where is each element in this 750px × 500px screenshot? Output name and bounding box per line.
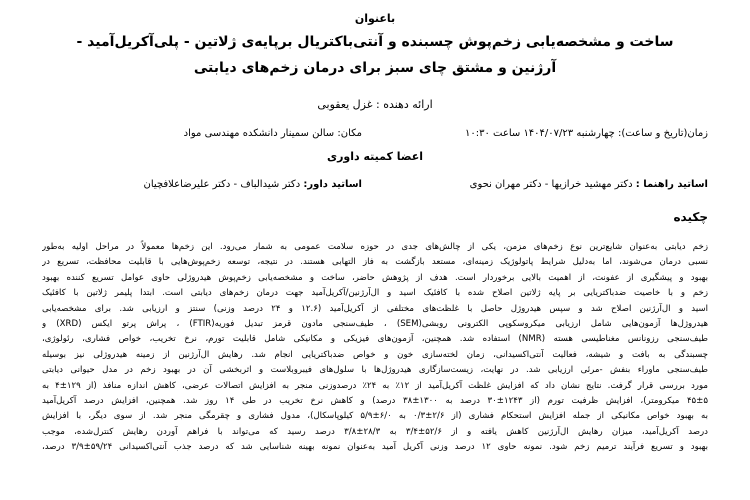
advisors [470,179,708,190]
abstract-line: هیدروژل‌ها آزمون‌هایی شامل ارزیابی میکروسکوپی الکترونی روبشی(SEM) ، طیف‌سنجی مادون قرمز تبدیل فوریه(FTIR) ، پراش پرتو ایکس (XRD) و [42,319,708,330]
presenter: ارائه دهنده : غزل یعقوبی [317,98,433,111]
abstract-line: طیف‌سنجی ماوراء بنفش -مرئی ارزیابی شد. در نهایت، زیست‌سازگاری هیدروژل‌ها با سلول‌های فیبروبلاست و اثربخشی آن در بهبود زخم در مدل حیوانی دیابتی [42,365,708,376]
session-datetime: زمان(تاریخ و ساعت): چهارشنبه ۱۴۰۴/۰۷/۲۳ ساعت ۱۰:۳۰ [465,128,708,139]
referees [144,179,363,190]
session-place: مکان: سالن سمینار دانشکده مهندسی مواد [183,128,362,139]
thesis-title-line-2: آرژنین و مشتق چای سبز برای درمان زخم‌های دیابتی [193,60,557,76]
abstract-line: چسبندگی به بافت و شیشه، فعالیت آنتی‌اکسیدانی، زمان لخته‌سازی خون و خواص ضدباکتریایی انجام شد. رهایش ال‌آرژنین از زمینه هیدروژلی نیز بوسیله [42,349,708,360]
abstract-line: زخم و با خاصیت ضدباکتریایی بر پایه ژلاتین اصلاح شده با کافئیک اسید و ال‌آرژنین/آکریل‌آمید جهت درمان زخم‌های دیابتی است. ابتدا پلیمر ژلاتین با کافئیک [42,288,708,299]
abstract-body [42,240,708,456]
abstract-line: بهبود و تسریع فرآیند ترمیم زخم شود. نمونه حاوی ۱۲ درصد وزنی آکریل آمید به‌عنوان نمونه بهینه شناسایی شد که درصد جذب آنتی‌اکسیدانی ۵۹/۲۴±۳/۹ درصد، [42,442,708,453]
abstract-line: درصد آکریل‌آمید، میزان رهایش ال‌آرژنین کاهش یافته و از ۵۲/۶±۳/۴ به ۲۸/۳±۳/۸ درصد رسید که می‌تواند با فراهم آوردن رهایش کنترل‌شده، موجب [42,426,708,437]
referees-label: اساتید داور: [303,179,362,190]
referees-names: دکتر شیدالباف - دکتر علیرضاعلافچیان [143,179,301,190]
abstract-line: به بهبود خواص مکانیکی از جمله افزایش استحکام فشاری (از ۲/۶±۰/۳ به ۶/۰±۵/۹ کیلوپاسکال)، مدول فشاری و چقرمگی منجر شد. از سوی دیگر، با افزایش [42,411,708,422]
abstract-line: طیف‌سنجی رزونانس مغناطیسی هسته (NMR) استفاده شد. همچنین، آزمون‌های فیزیکی و مکانیکی شامل قابلیت تورم، نرخ تخریب، خواص فشاری، رئولوژی، [42,334,708,345]
abstract-line: بهبود و پیشگیری از عفونت، از اهمیت بالایی برخوردار است. هدف از پژوهش حاضر، ساخت و مشخصه‌یابی زخم‌پوش هیدروژلی حاوی عوامل تسریع کننده بهبود [42,272,708,283]
abstract-line: زخم دیابتی به‌عنوان شایع‌ترین نوع زخم‌های مزمن، یکی از چالش‌های جدی در حوزه سلامت عمومی به شمار می‌رود. این زخم‌ها معمولاً در مراحل اولیه به‌طور [42,242,708,252]
abstract-heading: چکیده [673,210,708,224]
committee-heading: اعضا کمیته داوری [326,150,423,163]
advisors-label: اساتید راهنما : [635,179,708,190]
abstract-line: مورد بررسی قرار گرفت. نتایج نشان داد که افزایش غلظت آکریل‌آمید از ۱۲٪ به ۲۴٪ درصدوزنی منجر به افزایش اتصالات عرضی، کاهش اندازه منافذ (از ۱۲۹±۴ به [42,380,708,391]
ba-onvan-label: باعنوان [354,12,396,25]
abstract-line: اسید و ال‌آرژنین اصلاح شد و سپس هیدروژل حاصل با غلظت‌های مختلفی از آکریل‌آمید (۱۲.۶ و ۲۴ درصد وزنی) سنتز و ارزیابی شد. برای مشخصه‌یابی [42,303,708,314]
abstract-line: ۴۵±۵ میکرومتر)، افزایش ظرفیت تورم (از ۱۲۴۳±۳۰ درصد به ۱۳۰۰±۳۸ درصد) و کاهش نرخ تخریب در طی ۱۴ روز شد. همچنین، افزایش درصد آکریل‌آمید [42,396,708,407]
abstract-line: نسبی درمان می‌شوند، اما به‌دلیل شرایط پاتولوژیک زمینه‌ای، مستعد بازگشت به فاز التهابی هستند. در نتیجه، توسعه زخم‌پوش‌هایی با قابلیت محافظت، تسریع در [42,257,708,268]
advisors-names: دکتر مهشید خرازیها - دکتر مهران نحوی [469,179,633,190]
thesis-title-line-1: ساخت و مشخصه‌یابی زخم‌پوش چسبنده و آنتی‌باکتریال برپایه‌ی ژلاتین - پلی‌آکریل‌آمید - [76,34,674,50]
